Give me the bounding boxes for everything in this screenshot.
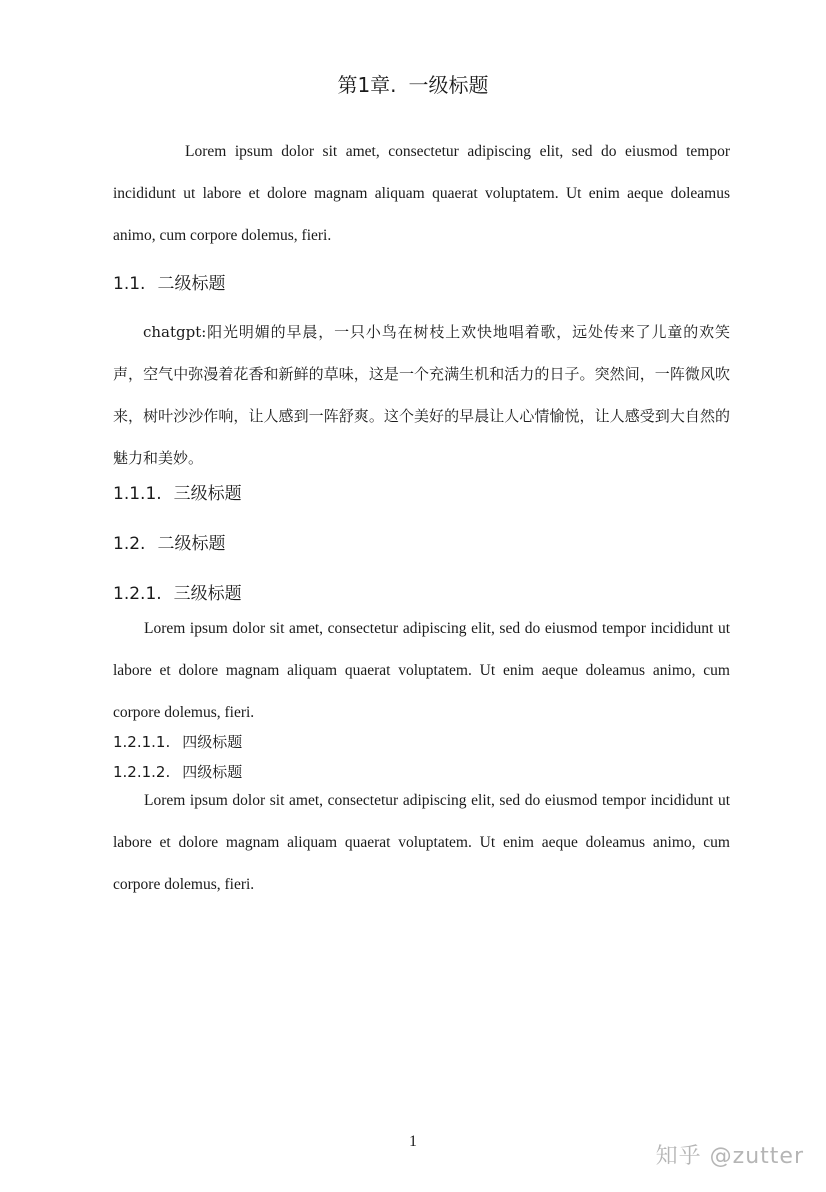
watermark: 知乎 @zutter (655, 1144, 804, 1169)
heading-1-2-1-1-title: 四级标题 (182, 733, 243, 751)
chapter-number: 第1章. (337, 73, 397, 97)
heading-1-2-1-number: 1.2.1. (113, 584, 162, 604)
heading-1-2-title: 二级标题 (157, 534, 226, 554)
heading-1-2-number: 1.2. (113, 534, 146, 554)
heading-1-1-1-number: 1.1.1. (113, 484, 162, 504)
chapter-title: 一级标题 (408, 73, 489, 97)
heading-1-2 (113, 531, 225, 557)
heading-1-2-1 (113, 581, 242, 607)
heading-1-2-1-2-number: 1.2.1.2. (113, 763, 171, 781)
body-paragraph-3: Lorem ipsum dolor sit amet, consectetur adipiscing elit, sed do eiusmod tempor incididunt ut labore et dolore magnam aliquam quaerat voluptatem. Ut enim aeque doleamus animo, cum corpore dolemus, fieri. (113, 620, 730, 721)
heading-1-1-1 (113, 481, 242, 507)
page-number: 1 (409, 1133, 417, 1150)
heading-1-1-1-title: 三级标题 (173, 484, 242, 504)
body-paragraph-4: Lorem ipsum dolor sit amet, consectetur adipiscing elit, sed do eiusmod tempor incididunt ut labore et dolore magnam aliquam quaerat voluptatem. Ut enim aeque doleamus animo, cum corpore dolemus, fieri. (113, 792, 730, 893)
body-paragraph-2: chatgpt:阳光明媚的早晨，一只小鸟在树枝上欢快地唱着歌，远处传来了儿童的欢笑声，空气中弥漫着花香和新鲜的草味，这是一个充满生机和活力的日子。突然间，一阵微风吹来，树叶沙沙作响，让人感到一阵舒爽。这个美好的早晨让人心情愉悦，让人感受到大自然的魅力和美妙。 (113, 323, 730, 467)
heading-1-1 (113, 271, 225, 297)
heading-1-2-1-2-title: 四级标题 (182, 763, 243, 781)
heading-1-2-1-1-number: 1.2.1.1. (113, 733, 171, 751)
heading-1-1-title: 二级标题 (157, 274, 226, 294)
heading-1-1-number: 1.1. (113, 274, 146, 294)
heading-1-2-1-1 (113, 731, 242, 753)
body-paragraph-1: Lorem ipsum dolor sit amet, consectetur adipiscing elit, sed do eiusmod tempor incididunt ut labore et dolore magnam aliquam quaerat voluptatem. Ut enim aeque doleamus animo, cum corpore dolemus, fieri. (113, 143, 730, 244)
chapter-heading (0, 70, 826, 100)
heading-1-2-1-title: 三级标题 (173, 584, 242, 604)
